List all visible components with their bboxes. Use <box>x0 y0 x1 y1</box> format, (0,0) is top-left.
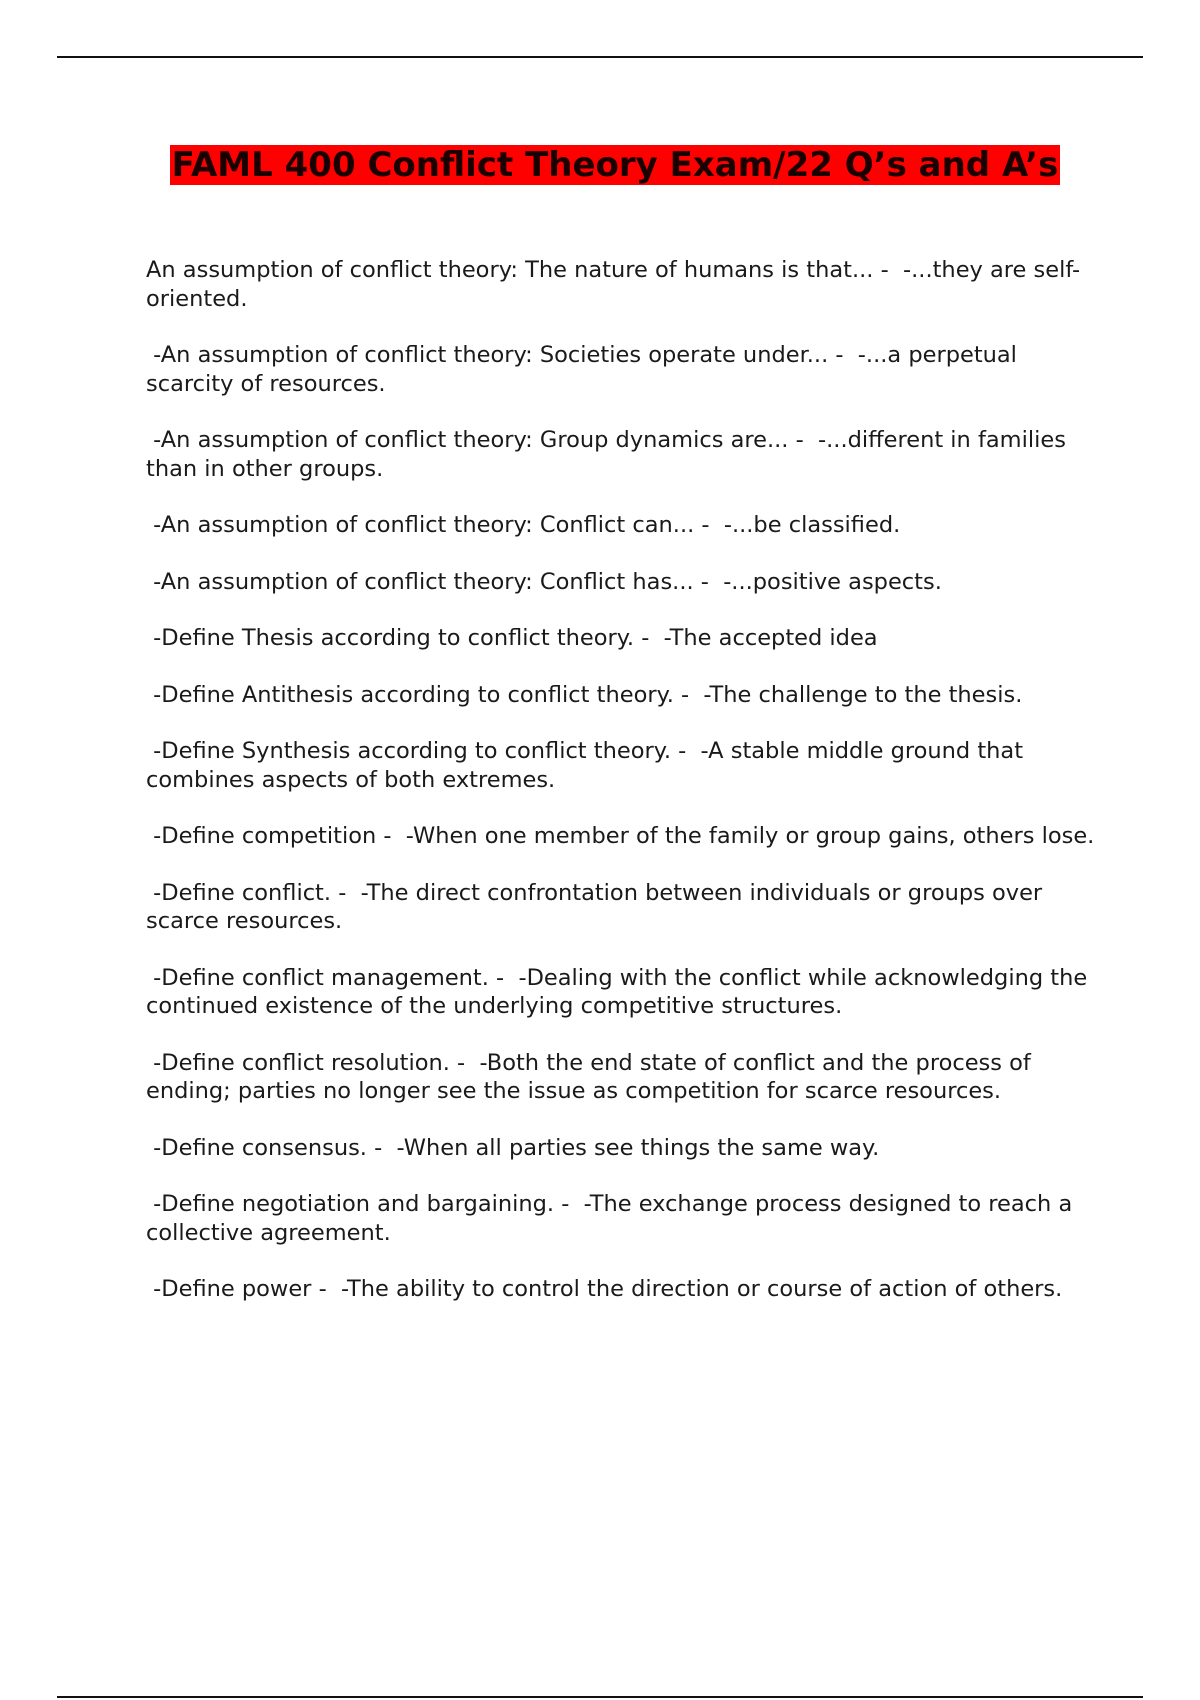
qa-item: An assumption of conflict theory: The nature of humans is that... - -...they are self-oriented. <box>146 257 1081 312</box>
qa-list <box>146 256 1101 1332</box>
document-title <box>150 144 1080 186</box>
qa-item: -Define conflict resolution. - -Both the end state of conflict and the process of ending; parties no longer see the issue as competition for scarce resources. <box>146 1049 1038 1104</box>
qa-item: -Define Synthesis according to conflict theory. - -A stable middle ground that combines aspects of both extremes. <box>146 738 1031 793</box>
qa-item: -Define Thesis according to conflict theory. - -The accepted idea <box>146 625 878 651</box>
qa-item: -Define Antithesis according to conflict theory. - -The challenge to the thesis. <box>146 681 1023 708</box>
bottom-divider <box>57 1696 1143 1698</box>
qa-item: -Define competition - -When one member of the family or group gains, others lose. <box>146 823 1095 849</box>
document-title-text: FAML 400 Conflict Theory Exam/22 Q’s and A’s <box>171 145 1059 185</box>
qa-item: -Define consensus. - -When all parties see things the same way. <box>146 1134 880 1161</box>
qa-item: -An assumption of conflict theory: Societies operate under... - -...a perpetual scarcity of resources. <box>146 342 1025 397</box>
qa-item: -Define negotiation and bargaining. - -The exchange process designed to reach a collective agreement. <box>146 1191 1080 1246</box>
qa-item: -Define conflict. - -The direct confrontation between individuals or groups over scarce resources. <box>146 879 1050 934</box>
qa-item: -An assumption of conflict theory: Conflict can... - -...be classified. <box>146 512 901 538</box>
qa-item: -Define conflict management. - -Dealing with the conflict while acknowledging the continued existence of the underlying competitive structures. <box>146 964 1095 1019</box>
qa-item: -Define power - -The ability to control the direction or course of action of others. <box>146 1276 1063 1302</box>
top-divider <box>57 56 1143 58</box>
qa-item: -An assumption of conflict theory: Conflict has... - -...positive aspects. <box>146 568 942 595</box>
qa-item: -An assumption of conflict theory: Group dynamics are... - -...different in families than in other groups. <box>146 427 1074 482</box>
